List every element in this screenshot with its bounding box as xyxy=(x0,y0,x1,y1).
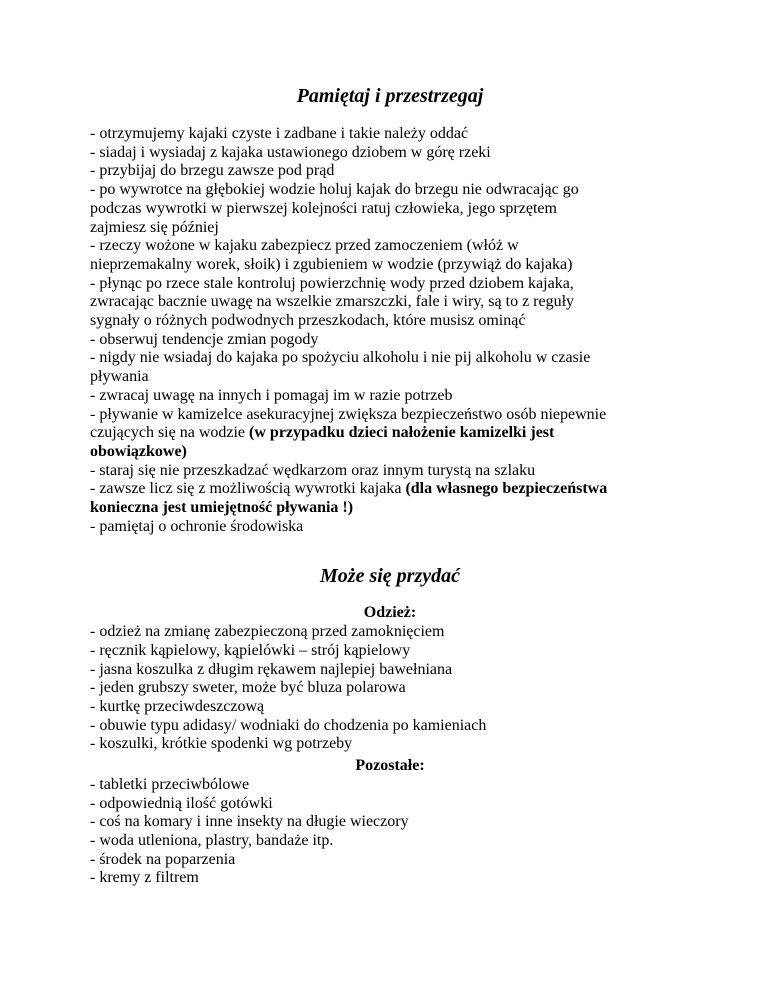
rules-line: podczas wywrotki w pierwszej kolejności ratuj człowieka, jego sprzętem xyxy=(90,199,557,217)
rules-line: - obserwuj tendencje zmian pogody xyxy=(90,330,319,348)
clothes-list xyxy=(90,623,690,754)
clothes-heading: Odzież: xyxy=(363,604,417,622)
other-item: - woda utleniona, plastry, bandaże itp. xyxy=(90,831,334,849)
other-list xyxy=(90,776,690,888)
rules-line xyxy=(90,443,690,462)
clothes-item: - koszulki, krótkie spodenki wg potrzeby xyxy=(90,735,353,753)
other-item: - tabletki przeciwbólowe xyxy=(90,775,250,793)
rules-line: pływania xyxy=(90,368,149,386)
clothes-item: - jeden grubszy sweter, może być bluza polarowa xyxy=(90,679,406,697)
rules-line: - nigdy nie wsiadaj do kajaka po spożyciu alkoholu i nie pij alkoholu w czasie xyxy=(90,349,591,367)
rules-line xyxy=(90,424,690,443)
rules-bold-text: obowiązkowe) xyxy=(90,442,187,460)
other-item: - odpowiednią ilość gotówki xyxy=(90,794,273,812)
rules-line: sygnały o różnych podwodnych przeszkodach, które musisz ominąć xyxy=(90,312,526,330)
section-title-rules: Pamiętaj i przestrzegaj xyxy=(296,85,484,107)
rules-line: - rzeczy wożone w kajaku zabezpiecz przed zamoczeniem (włóż w xyxy=(90,237,519,255)
rules-line: zajmiesz się później xyxy=(90,218,219,236)
rules-text: - zawsze licz się z możliwością wywrotki kajaka xyxy=(90,480,406,498)
other-item: - coś na komary i inne insekty na długie wieczory xyxy=(90,813,409,831)
clothes-item: - obuwie typu adidasy/ wodniaki do chodzenia po kamieniach xyxy=(90,716,487,734)
other-heading: Pozostałe: xyxy=(355,757,425,775)
rules-line: nieprzemakalny worek, słoik) i zgubieniem w wodzie (przywiąż do kajaka) xyxy=(90,255,573,273)
rules-bold-text: (w przypadku dzieci nałożenie kamizelki jest xyxy=(249,424,555,442)
rules-bold-text: konieczna jest umiejętność pływania !) xyxy=(90,499,354,517)
rules-line: - pływanie w kamizelce asekuracyjnej zwiększa bezpieczeństwo osób niepewnie xyxy=(90,405,607,423)
clothes-item: - jasna koszulka z długim rękawem najlepiej bawełniana xyxy=(90,660,453,678)
rules-line: - siadaj i wysiadaj z kajaka ustawionego dziobem w górę rzeki xyxy=(90,143,491,161)
rules-line xyxy=(90,499,690,518)
rules-text: czujących się na wodzie xyxy=(90,424,250,442)
rules-line: - otrzymujemy kajaki czyste i zadbane i takie należy oddać xyxy=(90,125,469,142)
rules-line: - pamiętaj o ochronie środowiska xyxy=(90,517,304,535)
clothes-item: - ręcznik kąpielowy, kąpielówki – strój kąpielowy xyxy=(90,641,411,659)
rules-line: - po wywrotce na głębokiej wodzie holuj kajak do brzegu nie odwracając go xyxy=(90,181,579,199)
clothes-item: - kurtkę przeciwdeszczową xyxy=(90,697,265,715)
rules-line xyxy=(90,480,690,499)
other-item: - środek na poparzenia xyxy=(90,850,236,868)
other-item: - kremy z filtrem xyxy=(90,869,199,887)
rules-line: zwracając bacznie uwagę na wszelkie zmarszczki, fale i wiry, są to z reguły xyxy=(90,293,575,311)
section-title-useful: Może się przydać xyxy=(320,565,460,588)
rules-list xyxy=(90,125,690,536)
rules-line: - płynąc po rzece stale kontroluj powierzchnię wody przed dziobem kajaka, xyxy=(90,274,574,292)
clothes-item: - odzież na zmianę zabezpieczoną przed zamoknięciem xyxy=(90,623,445,641)
rules-line: - przybijaj do brzegu zawsze pod prąd xyxy=(90,162,335,180)
rules-bold-text: (dla własnego bezpieczeństwa xyxy=(405,480,608,498)
rules-line: - staraj się nie przeszkadzać wędkarzom oraz innym turystą na szlaku xyxy=(90,461,536,479)
document-page xyxy=(90,84,690,888)
rules-line: - zwracaj uwagę na innych i pomagaj im w razie potrzeb xyxy=(90,386,453,404)
